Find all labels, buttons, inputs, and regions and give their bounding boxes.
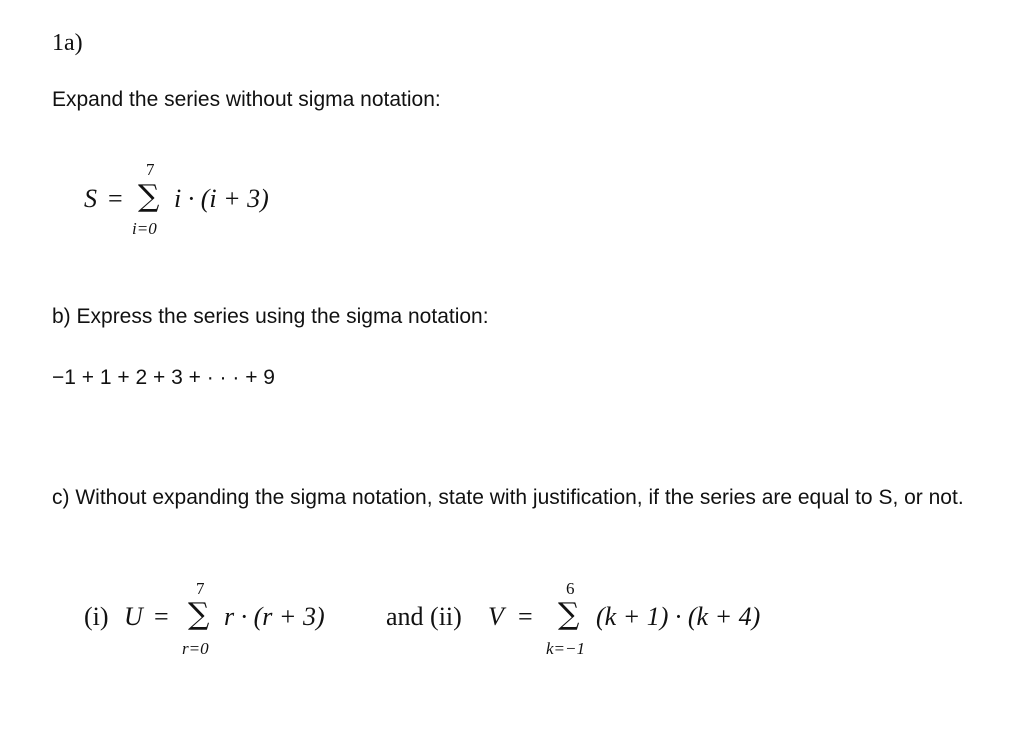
sum-u-lhs: U [124,602,143,631]
sum-s-lower: i=0 [132,219,157,238]
sum-s [84,158,344,238]
sum-s-lhs: S [84,184,97,213]
sum-v-lower: k=−1 [546,639,585,658]
sum-s-upper: 7 [146,160,155,179]
conjunction: and (ii) [386,602,462,631]
sum-v-term: (k + 1) · (k + 4) [596,602,761,631]
sum-v [488,578,808,662]
sum-u-lower: r=0 [182,639,209,658]
sum-v-lhs: V [488,602,504,631]
sum-s-term: i · (i + 3) [174,184,269,213]
instruction-b: b) Express the series using the sigma notation: [52,305,489,328]
sum-v-equals: = [518,602,533,631]
sigma-symbol: ∑ [188,597,210,632]
sigma-symbol: ∑ [558,597,580,632]
sum-s-equals: = [108,184,123,213]
sum-u-prefix: (i) [84,602,109,631]
sum-u-equals: = [154,602,169,631]
sigma-symbol: ∑ [138,179,160,214]
sum-u [84,578,384,662]
sum-u-term: r · (r + 3) [224,602,325,631]
sum-v-upper: 6 [566,579,575,598]
question-label: 1a) [52,30,83,56]
instruction-a: Expand the series without sigma notation: [52,88,441,111]
instruction-c: c) Without expanding the sigma notation, state with justification, if the series are equal to S, or not. [52,486,964,509]
sum-u-upper: 7 [196,579,205,598]
series-b: −1 + 1 + 2 + 3 + · · · + 9 [52,366,275,389]
